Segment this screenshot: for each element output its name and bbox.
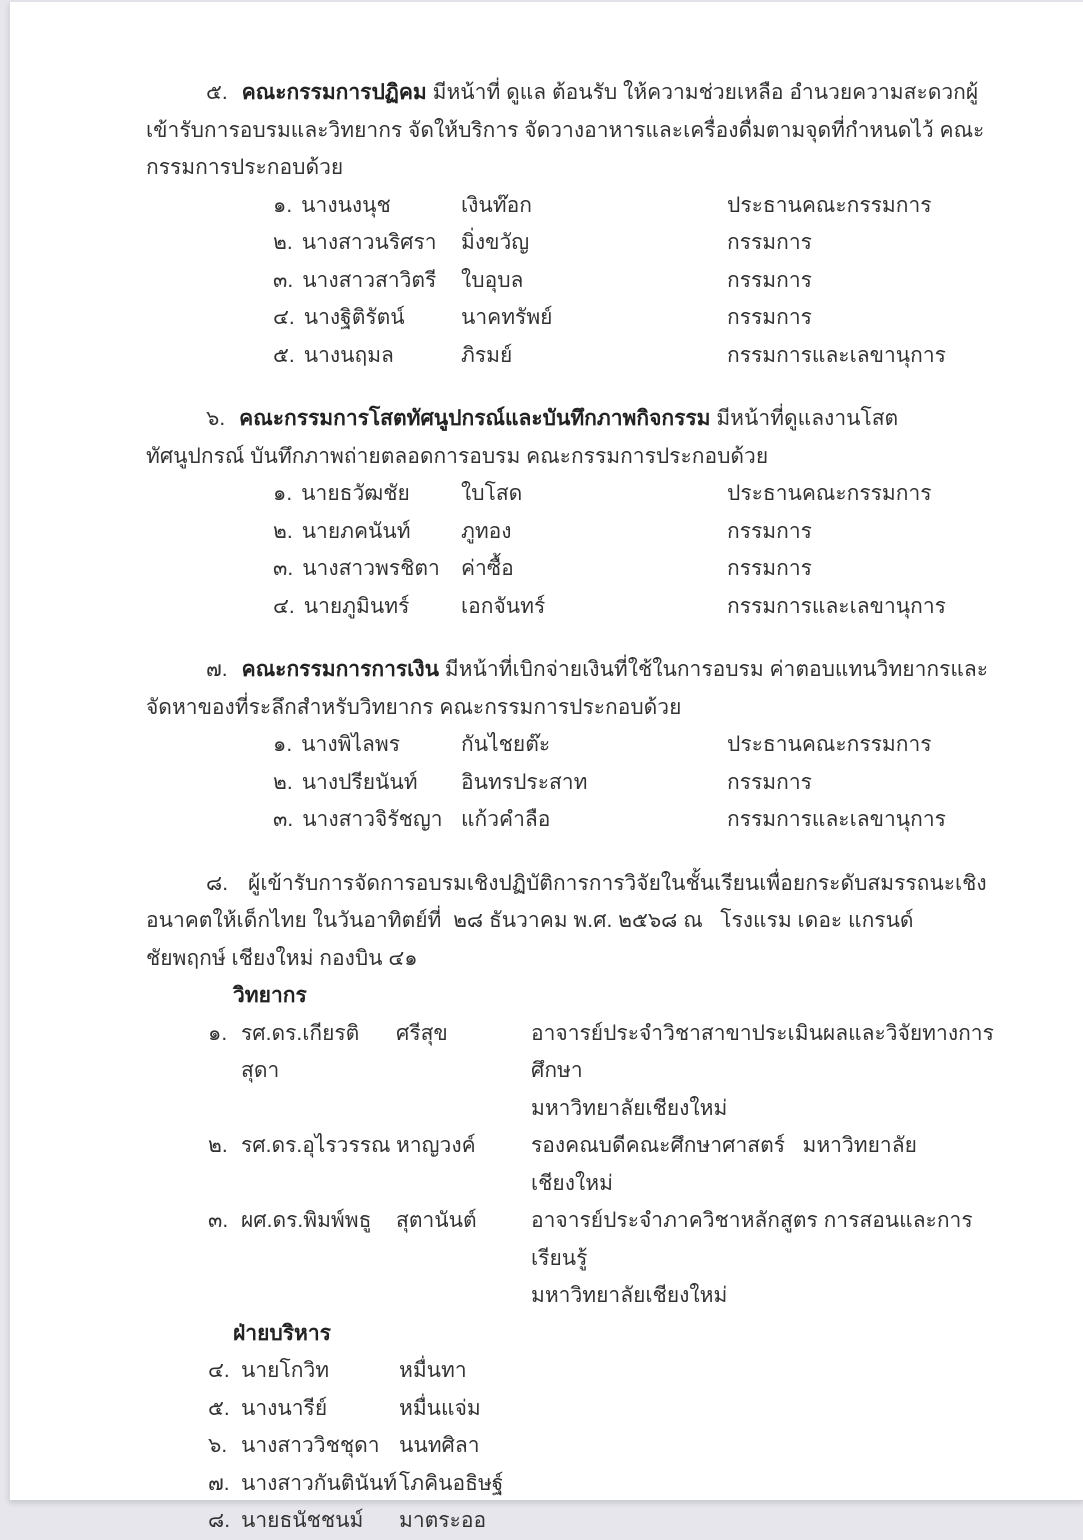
member-number: ๒. <box>273 231 293 254</box>
section-5 <box>146 74 995 374</box>
section-description: มีหน้าที่เบิกจ่ายเงินที่ใช้ในการอบรม ค่าตอบแทนวิทยากรและจัดหาของที่ระลึกสำหรับวิทยากร คณะกรรมการประกอบด้วย <box>146 658 989 719</box>
admin-first-name: นางสาววิชชุดา <box>241 1434 380 1457</box>
speaker-number: ๒. <box>208 1134 228 1157</box>
admin-row <box>208 1465 995 1503</box>
speaker-description: รองคณบดีคณะศึกษาศาสตร์ มหาวิทยาลัยเชียงใหม่ <box>531 1134 917 1195</box>
speakers-header: วิทยากร <box>233 984 307 1007</box>
page-content <box>10 2 1083 1540</box>
member-role: กรรมการและเลขานุการ <box>727 343 946 367</box>
member-number: ๓. <box>273 268 294 292</box>
member-role: กรรมการและเลขานุการ <box>727 594 946 618</box>
member-first-name: นางสาวนริศรา <box>301 231 437 254</box>
member-row <box>273 550 995 588</box>
member-row <box>273 801 995 839</box>
member-last-name: ใบอุบล <box>461 268 524 292</box>
member-last-name: นาคทรัพย์ <box>461 306 553 329</box>
member-first-name: นายภูมินทร์ <box>303 594 410 618</box>
admin-first-name: นายธนัชชนม์ <box>241 1509 364 1532</box>
member-row <box>273 262 995 300</box>
section-6 <box>146 400 995 625</box>
admin-number: ๘. <box>208 1509 231 1532</box>
member-last-name: แก้วคำลือ <box>461 808 551 831</box>
member-row <box>273 187 995 225</box>
member-first-name: นางนฤมล <box>303 343 394 367</box>
member-role: กรรมการ <box>727 268 812 292</box>
section-6-heading <box>146 400 995 475</box>
member-first-name: นางสาวสาวิตรี <box>302 268 437 292</box>
member-number: ๕. <box>273 343 295 367</box>
member-row <box>273 588 995 626</box>
admin-number: ๔. <box>208 1359 230 1382</box>
section-7 <box>146 651 995 839</box>
admin-last-name: โภคินอธิษฐ์ <box>399 1471 504 1495</box>
member-last-name: เอกจันทร์ <box>461 594 546 618</box>
speaker-number: ๑. <box>208 1021 228 1045</box>
member-first-name: นางฐิติรัตน์ <box>303 306 405 329</box>
speaker-first-name: ผศ.ดร.พิมพ์พธู <box>241 1209 372 1232</box>
admin-first-name: นางนารีย์ <box>241 1396 328 1420</box>
member-last-name: กันไชยต๊ะ <box>461 733 551 756</box>
member-row <box>273 726 995 764</box>
member-role: ประธานคณะกรรมการ <box>727 193 932 217</box>
speaker-last-name: ศรีสุข <box>396 1021 448 1045</box>
speaker-number: ๓. <box>208 1209 229 1232</box>
member-role: กรรมการและเลขานุการ <box>727 808 946 831</box>
admin-last-name: หมื่นแจ่ม <box>399 1396 481 1420</box>
admin-row <box>208 1502 995 1540</box>
section-number: ๘. <box>206 871 229 895</box>
member-role: กรรมการ <box>727 557 812 580</box>
member-last-name: ภิรมย์ <box>461 343 513 367</box>
admin-last-name: มาตระออ <box>399 1509 487 1532</box>
section-description: มีหน้าที่ ดูแล ต้อนรับ ให้ความช่วยเหลือ อำนวยความสะดวกผู้เข้ารับการอบรมและวิทยากร จัดให้บริการ จัดวางอาหารและเครื่องดื่มตามจุดที่กำหนดไว้ คณะกรรมการประกอบด้วย <box>146 81 985 179</box>
admin-last-name: นนทศิลา <box>399 1434 480 1457</box>
speaker-row <box>208 1202 995 1315</box>
speaker-row <box>208 1127 995 1202</box>
speaker-first-name: รศ.ดร.อุไรวรรณ <box>241 1134 391 1157</box>
member-row <box>273 299 995 337</box>
member-first-name: นางนงนุช <box>301 193 391 217</box>
member-last-name: ค่าซื้อ <box>461 557 514 580</box>
member-role: กรรมการ <box>727 770 812 794</box>
member-last-name: ใบโสด <box>461 482 523 505</box>
member-last-name: ภูทอง <box>461 519 512 543</box>
section-number: ๖. <box>206 407 226 430</box>
admin-first-name: นายโกวิท <box>241 1359 330 1382</box>
member-row <box>273 224 995 262</box>
member-number: ๑. <box>273 193 293 217</box>
section-description: มีหน้าที่ดูแลงานโสตทัศนูปกรณ์ บันทึกภาพถ่ายตลอดการอบรม คณะกรรมการประกอบด้วย <box>146 407 899 468</box>
member-first-name: นางปรียนันท์ <box>301 770 418 794</box>
member-last-name: เงินท๊อก <box>461 193 532 217</box>
admin-row <box>208 1390 995 1428</box>
member-last-name: อินทรประสาท <box>461 770 588 794</box>
member-first-name: นางสาวจิรัชญา <box>302 808 443 831</box>
speaker-row <box>208 1015 995 1128</box>
admin-number: ๗. <box>208 1471 230 1495</box>
admin-row <box>208 1352 995 1390</box>
admin-row <box>208 1427 995 1465</box>
member-role: กรรมการ <box>727 231 812 254</box>
document-page <box>9 2 1083 1532</box>
member-role: ประธานคณะกรรมการ <box>727 733 932 756</box>
section-5-heading <box>146 74 995 187</box>
member-first-name: นายธวัฒชัย <box>301 482 410 505</box>
speaker-description: อาจารย์ประจำวิชาสาขาประเมินผลและวิจัยทางการศึกษา มหาวิทยาลัยเชียงใหม่ <box>531 1021 994 1120</box>
speaker-last-name: สุตานันต์ <box>396 1209 477 1232</box>
member-last-name: มิ่งขวัญ <box>461 231 530 254</box>
member-number: ๔. <box>273 594 295 618</box>
member-first-name: นายภคนันท์ <box>301 519 411 543</box>
section-number: ๕. <box>206 81 228 104</box>
member-first-name: นางสาวพรชิตา <box>302 557 440 580</box>
speaker-last-name: หาญวงค์ <box>396 1134 476 1157</box>
section-8-paragraph <box>146 865 995 978</box>
section-title: คณะกรรมการปฏิคม <box>241 81 427 104</box>
section-8 <box>146 865 995 1540</box>
member-row <box>273 475 995 513</box>
member-row <box>273 337 995 375</box>
admin-first-name: นางสาวกันตินันท์ <box>241 1471 398 1495</box>
admin-last-name: หมื่นทา <box>399 1359 467 1382</box>
member-number: ๒. <box>273 519 293 543</box>
speaker-description: อาจารย์ประจำภาควิชาหลักสูตร การสอนและการเรียนรู้ มหาวิทยาลัยเชียงใหม่ <box>531 1209 973 1307</box>
member-number: ๓. <box>273 557 294 580</box>
member-first-name: นางพิไลพร <box>301 733 400 756</box>
section-title: คณะกรรมการโสตทัศนูปกรณ์และบันทึกภาพกิจกรรม <box>239 407 711 430</box>
member-row <box>273 513 995 551</box>
member-number: ๔. <box>273 306 295 329</box>
member-role: กรรมการ <box>727 519 812 543</box>
member-role: กรรมการ <box>727 306 812 329</box>
member-number: ๑. <box>273 482 293 505</box>
speaker-first-name: รศ.ดร.เกียรติสุดา <box>241 1021 360 1082</box>
member-number: ๑. <box>273 733 293 756</box>
member-row <box>273 764 995 802</box>
section-8-text: ผู้เข้ารับการจัดการอบรมเชิงปฏิบัติการการวิจัยในชั้นเรียนเพื่อยกระดับสมรรถนะเชิงอนาคตให้เด็กไทย ในวันอาทิตย์ที่ ๒๘ ธันวาคม พ.ศ. ๒๕๖๘ ณ โรงแรม เดอะ แกรนด์ ชัยพฤกษ์ เชียงใหม่ กองบิน ๔๑ <box>146 871 987 970</box>
admin-number: ๕. <box>208 1396 230 1420</box>
section-7-heading <box>146 651 995 726</box>
section-number: ๗. <box>206 658 228 681</box>
admin-header: ฝ่ายบริหาร <box>233 1321 331 1345</box>
admin-number: ๖. <box>208 1434 228 1457</box>
member-number: ๒. <box>273 770 293 794</box>
member-role: ประธานคณะกรรมการ <box>727 482 932 505</box>
member-number: ๓. <box>273 808 294 831</box>
section-title: คณะกรรมการการเงิน <box>241 658 439 681</box>
